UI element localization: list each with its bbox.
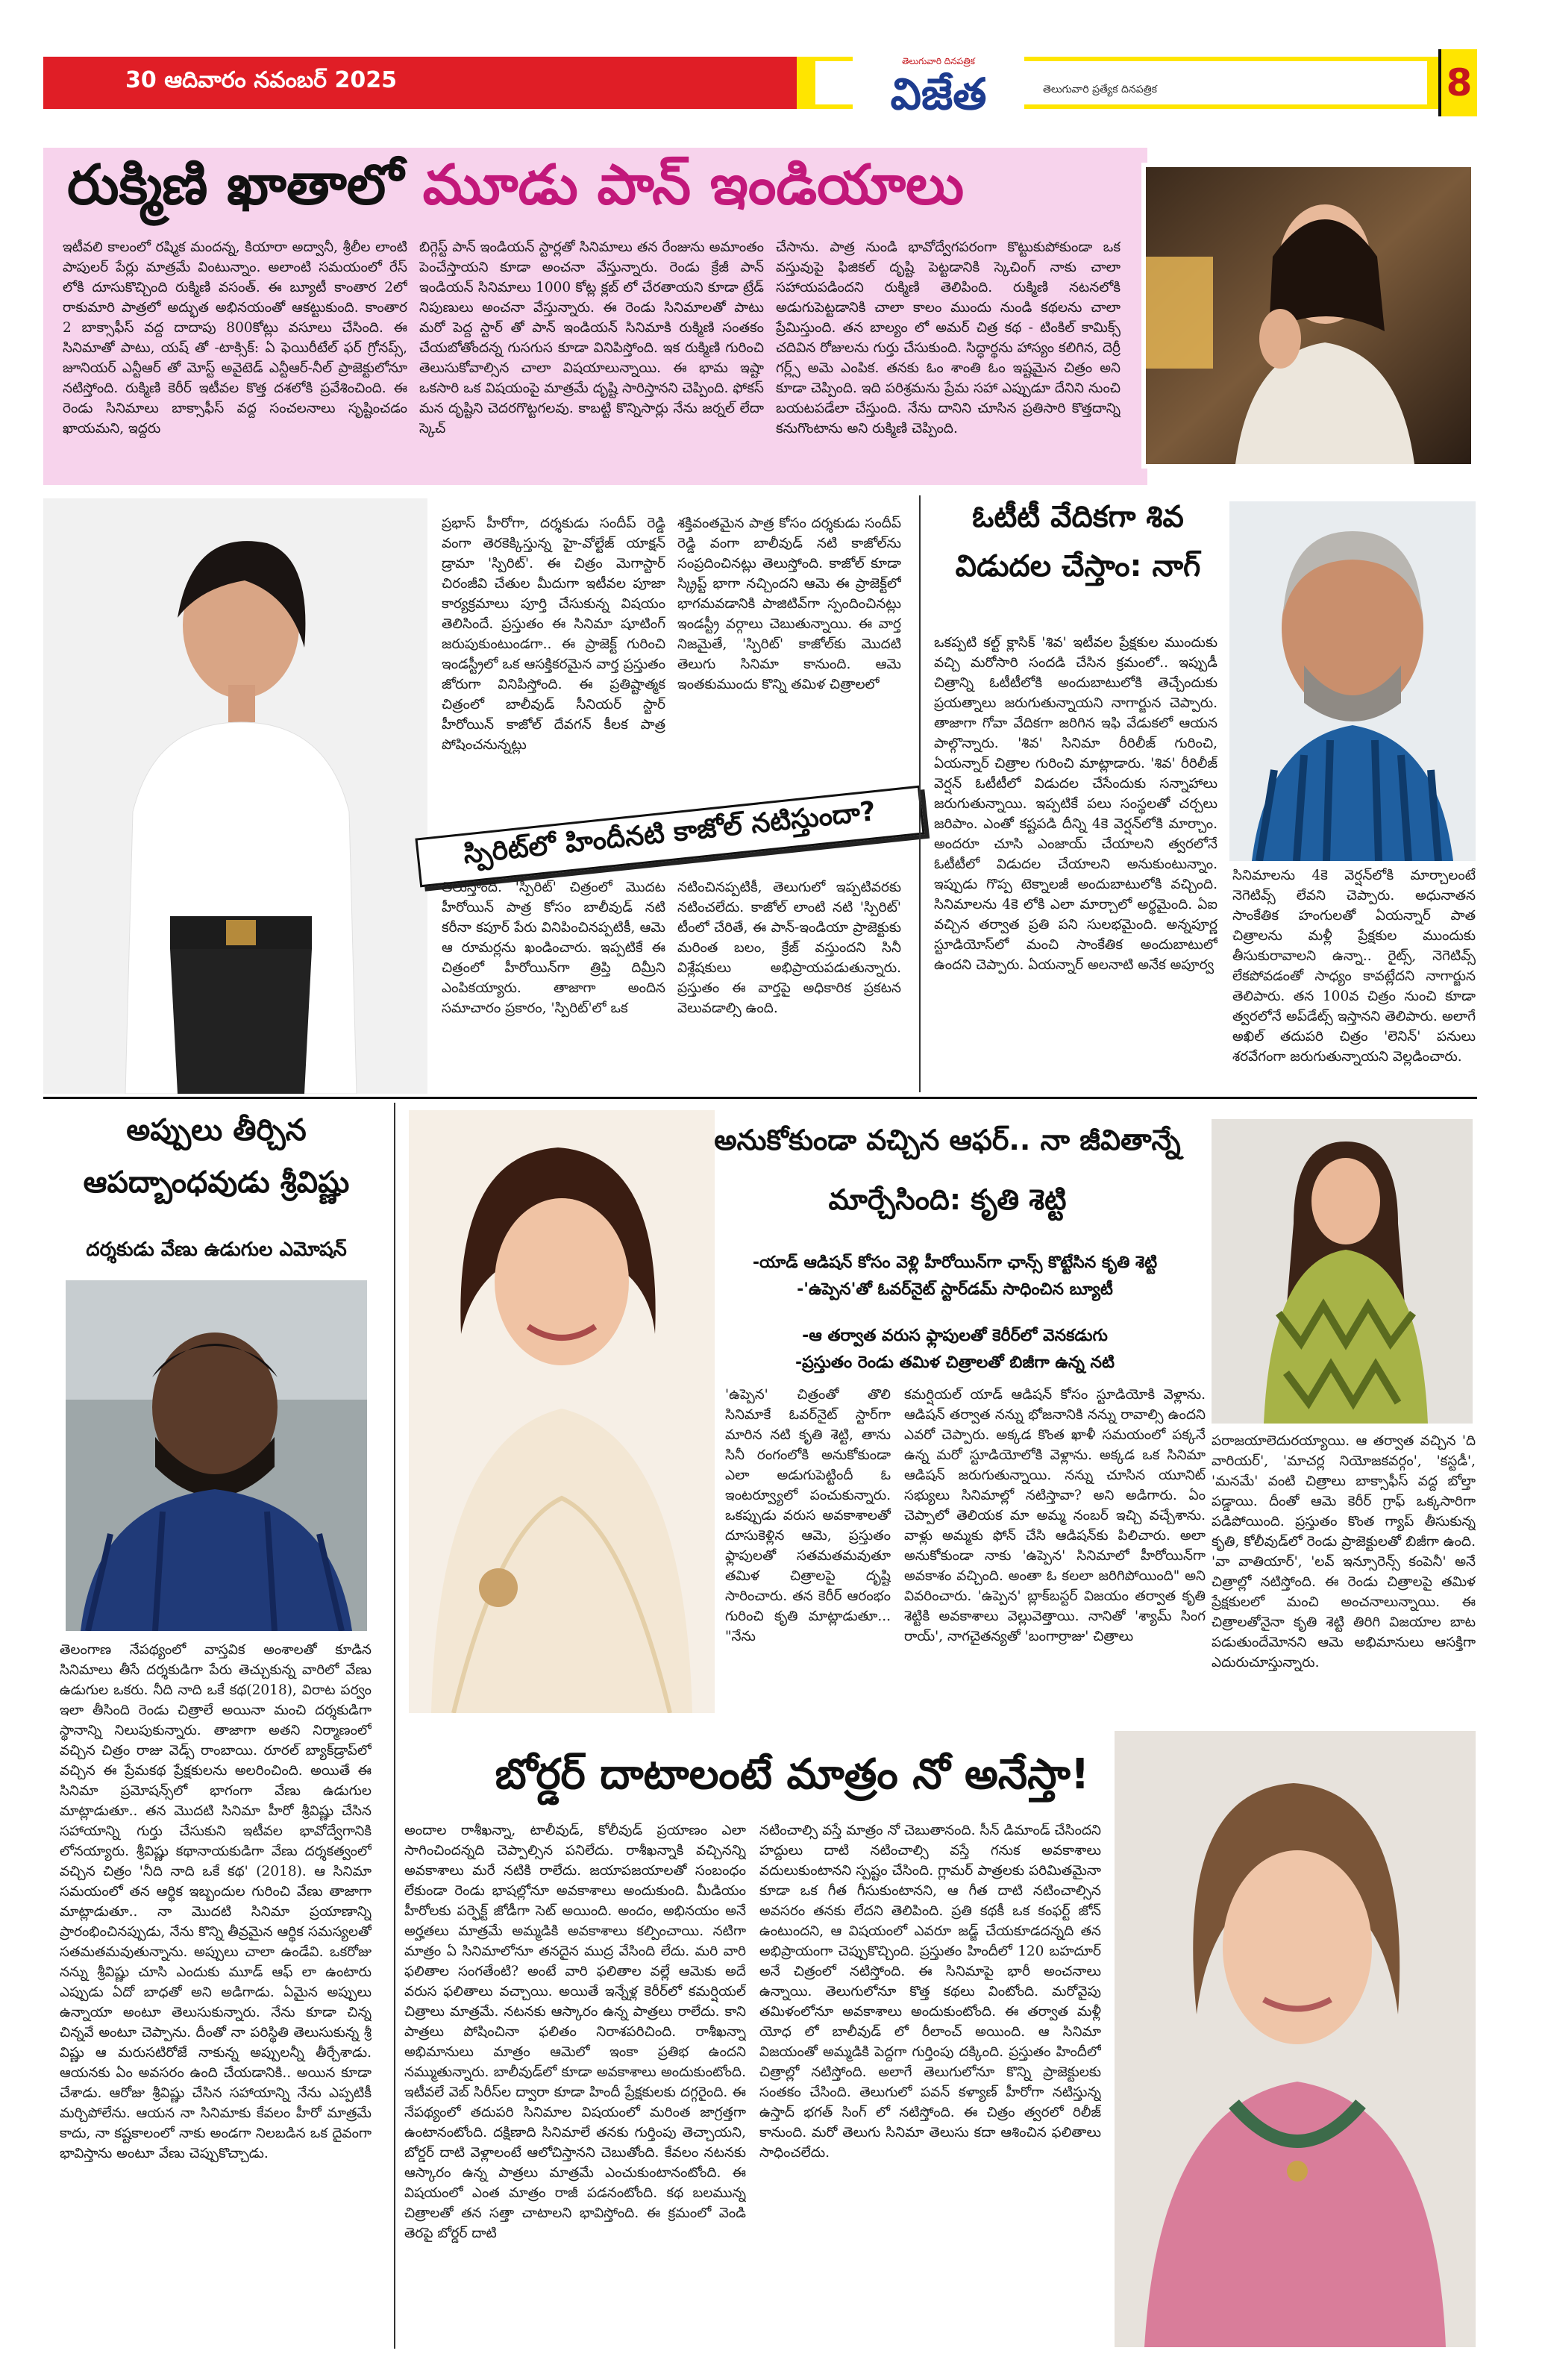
column-divider [394, 1103, 395, 2349]
story-rukmini-column-2: బిగ్గెస్ట్ పాన్ ఇండియన్ స్టార్లతో సినిమాలు తన రేంజును అమాంతం పెంచేస్తాయని కూడా అంచనా వేస్తున్నారు. రెండు క్రేజీ పాన్ ఇండియన్ సినిమాలు 1000 కోట్ల క్లబ్ లో చేరతాయని కూడా ట్రేడ్ నిపుణులు అంచనా వేస్తున్నారు. ఈ రెండు సినిమాలతో పాటు మరో పెద్ద స్టార్ తో పాన్ ఇండియన్ సినిమాకి రుక్మిణి సంతకం చేయబోతోందన్న గుసగుస కూడా వినిపిస్తోంది. ఇక రుక్మిణి గురించి తెలుసుకోవాల్సిన చాలా విషయాలున్నాయి. ఈ భామ ఇష్టా ఒకసారి ఒక విషయంపై మాత్రమే దృష్టి సారిస్తానని చెప్పింది. ఫోకస్ మన దృష్టిని చెదరగొట్టగలవు. కాబట్టి కొన్నిసార్లు నేను జర్నల్ లేదా స్కెచ్ [419, 239, 764, 436]
headline-part-1: రుక్మిణి ఖాతాలో [67, 153, 404, 217]
story-raashii-column-2: నటించాల్సి వస్తే మాత్రం నో చెబుతానంది. సీన్ డిమాండ్ చేసిందని హద్దులు దాటి నటించాల్సి వస్తే గనుక అవకాశాలు వదులుకుంటానని స్పష్టం చేసింది. గ్లామర్ పాత్రలకు పరిమితమైనా కూడా ఒక గీత గీసుకుంటానని, ఆ గీత దాటి నటించాల్సిన అవసరం తనకు లేదని తెలిపింది. ప్రతి కథకీ ఒక కంఫర్ట్ జోన్ ఉంటుందని, ఆ విషయంలో ఎవరూ జడ్జ్ చేయకూడదన్నది తన అభిప్రాయంగా చెప్పుకొచ్చింది. ప్రస్తుతం హిందీలో 120 బహదూర్ అనే చిత్రంలో నటిస్తోంది. ఈ సినిమాపై భారీ అంచనాలు ఉన్నాయి. తెలుగులోనూ కొత్త కథలు వింటోంది. మరోవైపు తమిళంలోనూ అవకాశాలు అందుకుంటోంది. ఈ తర్వాత మళ్లీ యోధ లో బాలీవుడ్ లో రీలాంచ్ అయింది. ఆ సినిమా విజయంతో అమ్మడికి పెద్దగా గుర్తింపు దక్కింది. ప్రస్తుతం హిందీలో చిత్రాల్లో నటిస్తోంది. అలాగే తెలుగులోనూ కొన్ని ప్రాజెక్టులకు సంతకం చేసింది. తెలుగులో పవన్ కళ్యాణ్ హీరోగా నటిస్తున్న ఉస్తాద్ భగత్ సింగ్ లో నటిస్తోంది. ఈ చిత్రం త్వరలో రిలీజ్ కానుంది. మరో తెలుగు సినిమా తెలుసు కదా ఆశించిన ఫలితాలు సాధించలేదు. [759, 1823, 1101, 2161]
rukmini-photo-frame [1141, 163, 1476, 469]
story-kajol-column-2: శక్తివంతమైన పాత్ర కోసం దర్శకుడు సందీప్ రెడ్డి వంగా బాలీవుడ్ నటి కాజోల్‌ను సంప్రదించినట్లు తెలుస్తోంది. కాజోల్ కూడా స్క్రిప్ట్ భాగా నచ్చిందని ఆమె ఈ ప్రాజెక్ట్‌లో భాగమవడానికి పాజిటివ్‌గా స్పందించినట్లు ఇండస్ట్రీ వర్గాలు చెబుతున్నాయి. ఈ వార్త నిజమైతే, 'స్పిరిట్' కాజోల్‌కు మొదటి తెలుగు సినిమా కానుంది. ఆమె ఇంతకుముందు కొన్ని తమిళ చిత్రాలలో [677, 516, 901, 692]
story-vishnu-subhead: దర్శకుడు వేణు ఉడుగుల ఎమోషన్ [86, 1238, 347, 1261]
raashii-khanna-photo [1115, 1731, 1476, 2347]
story-krithi-subline-1: -యాడ్ ఆడిషన్ కోసం వెళ్లి హీరోయిన్‌గా ఛాన్స్ కొట్టేసిన కృతి శెట్టి [752, 1253, 1158, 1272]
masthead-tagline: తెలుగువారి ప్రత్యేక దినపత్రిక [1043, 84, 1157, 95]
rukmini-photo [1146, 167, 1471, 464]
story-raashii-column-1: అందాల రాశీఖన్నా, టాలీవుడ్, కోలీవుడ్ ప్రయాణం ఎలా సాగించిందన్నది చెప్పాల్సిన పనిలేదు. రాశీఖన్నాకి వచ్చినన్ని అవకాశాలు మరే నటికి రాలేదు. జయాపజయాలతో సంబంధం లేకుండా రెండు భాషల్లోనూ అవకాశాలు అందుకుంది. మీడియం హీరోలకు పర్ఫెక్ట్ జోడీగా సెట్ అయింది. అందం, అభినయం అనే అర్హతలు మాత్రమే అమ్మడికి అవకాశాలు కల్పించాయి. నటిగా మాత్రం ఏ సినిమాలోనూ తనదైన ముద్ర వేసింది లేదు. మరి వారి ఫలితాల సంగతేంటి? అంటే వారి ఫలితాల వల్లే ఆమెకు అదే వరుస ఫలితాలు వచ్చాయి. అయితే ఇన్నేళ్ల కెరీర్‌లో కమర్షియల్ చిత్రాలు మాత్రమే. నటనకు ఆస్కారం ఉన్న పాత్రలు రాలేదు. కాని పాత్రలు పోషించినా ఫలితం నిరాశపరిచింది. రాశీఖన్నా అభిమానులు మాత్రం ఆమెలో ఇంకా ప్రతిభ ఉందని నమ్ముతున్నారు. బాలీవుడ్‌లో కూడా అవకాశాలు అందుకుంటోంది. ఇటీవలే వెబ్ సిరీస్‌ల ద్వారా కూడా హిందీ ప్రేక్షకులకు దగ్గరైంది. ఈ నేపథ్యంలో తదుపరి సినిమాల విషయంలో మరింత జాగ్రత్తగా ఉంటానంటోంది. దక్షిణాది సినిమాలే తనకు గుర్తింపు తెచ్చాయని, బోర్డర్ దాటి వెళ్లాలంటే ఆలోచిస్తానని చెబుతోంది. కేవలం నటనకు ఆస్కారం ఉన్న పాత్రలు మాత్రమే ఎంచుకుంటానంటోంది. ఈ విషయంలో ఎంత మాత్రం రాజీ పడనంటోంది. కథ బలమున్న చిత్రాలతో తన సత్తా చాటాలని భావిస్తోంది. ఈ క్రమంలో వెండి తెరపై బోర్డర్ దాటి [404, 1823, 746, 2241]
story-vishnu-body: తెలంగాణ నేపథ్యంలో వాస్తవిక అంశాలతో కూడిన సినిమాలు తీసే దర్శకుడిగా పేరు తెచ్చుకున్న వారిలో వేణు ఉడుగుల ఒకరు. నీది నాది ఒకే కథ(2018), విరాట పర్వం ఇలా తీసింది రెండు చిత్రాలే అయినా మంచి దర్శకుడిగా స్థానాన్ని నిలుపుకున్నారు. తాజాగా అతని నిర్మాణంలో వచ్చిన చిత్రం రాజు వెడ్స్ రాంబాయి. రూరల్ బ్యాక్‌డ్రాప్‌లో వచ్చిన ఈ ప్రేమకథ ప్రేక్షకులను అలరించింది. అయితే ఈ సినిమా ప్రమోషన్స్‌లో భాగంగా వేణు ఉడుగుల మాట్లాడుతూ.. తన మొదటి సినిమా హీరో శ్రీవిష్ణు చేసిన సహాయాన్ని గుర్తు చేసుకుని ఇటీవల భావోద్వేగానికి లోనయ్యారు. శ్రీవిష్ణు కథానాయకుడిగా వేణు దర్శకత్వంలో వచ్చిన చిత్రం 'నీది నాది ఒకే కథ' (2018). ఆ సినిమా సమయంలో తన ఆర్థిక ఇబ్బందుల గురించి వేణు తాజాగా మాట్లాడుతూ.. నా మొదటి సినిమా ప్రయాణాన్ని ప్రారంభించినప్పుడు, నేను కొన్ని తీవ్రమైన ఆర్థిక సమస్యలతో సతమతమవుతున్నాను. అప్పులు చాలా ఉండేవి. ఒకరోజు నన్ను శ్రీవిష్ణు చూసి ఎందుకు మూడ్ ఆఫ్ లా ఉంటారు ఎప్పుడు ఏదో బాధతో అని అడిగాడు. ఏమైన అప్పులు ఉన్నాయా అంటూ తెలుసుకున్నారు. నేను కూడా చిన్న చిన్నవే అంటూ చెప్పాను. దీంతో నా పరిస్థితి తెలుసుకున్న శ్రీ విష్ణు ఆ మరుసటిరోజే నాకున్న అప్పులన్నీ తీర్చేశాడు. ఆయనకు ఏం అవసరం ఉంది చేయడానికి.. అయిన కూడా చేశాడు. ఆరోజు శ్రీవిష్ణు చేసిన సహాయాన్ని నేను ఎప్పటికీ మర్చిపోలేను. ఆయన నా సినిమాకు కేవలం హీరో మాత్రమే కాదు, నా కష్టకాలంలో నాకు అండగా నిలబడిన ఒక దైవంగా భావిస్తాను అంటూ వేణు చెప్పుకొచ్చాడు. [60, 1642, 372, 2161]
newspaper-logo [853, 49, 1024, 121]
story-kajol-column-3: తెలుస్తోంది. 'స్పిరిట్' చిత్రంలో మొదట హీరోయిన్ పాత్ర కోసం బాలీవుడ్ నటి కరీనా కపూర్ పేరు వినిపించినప్పటికీ, ఆమె ఆ రూమర్లను ఖండించారు. ఇప్పటికే ఈ చిత్రంలో హీరోయిన్‌గా త్రిప్తి దిమ్రీని ఎంపికయ్యారు. తాజాగా అందిన సమాచారం ప్రకారం, 'స్పిరిట్'లో ఒక [442, 880, 665, 1016]
story-raashii-headline: బోర్డర్ దాటాలంటే మాత్రం నో అనేస్తా! [495, 1750, 1090, 1799]
issue-date: 30 ఆదివారం నవంబర్ 2025 [125, 67, 398, 93]
story-rukmini-column-1: ఇటీవలి కాలంలో రష్మిక మందన్న, కియారా అద్వానీ, శ్రీలీల లాంటి పాపులర్ పేర్లు మాత్రమే వింటున్నాం. అలాంటి సమయంలో రేస్ లోకి దూసుకొచ్చింది రుక్మిణి వసంత్. ఈ బ్యూటీ కాంతార 2లో రాకుమారి పాత్రలో అద్భుత అభినయంతో ఆకట్టుకుంది. కాంతార 2 బాక్సాఫీస్ వద్ద దాదాపు 800కోట్లు వసూలు చేసింది. ఈ సినిమాతో పాటు, యష్ తో -టాక్సిక్: ఏ ఫెయిరీటేల్ ఫర్ గ్రోనప్స్, జూనియర్ ఎన్టీఆర్ తో మోస్ట్ అవైటెడ్ ఎన్టీఆర్-నీల్ ప్రాజెక్టులోనూ నటిస్తోంది. రుక్మిణి కెరీర్ ఇటీవల కొత్త దశలోకి ప్రవేశించింది. ఈ రెండు సినిమాలు బాక్సాఫీస్ వద్ద సంచలనాలు సృష్టించడం ఖాయమని, ఇద్దరు [63, 239, 407, 436]
krithi-shetty-photo-2 [1212, 1119, 1473, 1424]
logo-wordmark: విజేత [890, 69, 987, 119]
story-krithi-headline: అనుకోకుండా వచ్చిన ఆఫర్.. నా జీవితాన్నే మార్చేసింది: కృతి శెట్టి [714, 1124, 1181, 1216]
story-vishnu-headline: అప్పులు తీర్చిన ఆపద్బాంధవుడు శ్రీవిష్ణు [83, 1113, 350, 1200]
krithi-shetty-photo-1 [409, 1110, 715, 1713]
story-krithi-column-2: కమర్షియల్ యాడ్ ఆడిషన్ కోసం స్టూడియోకి వెళ్లాను. ఆడిషన్ తర్వాత నన్ను భోజనానికి నన్ను రావాల్సి ఉందని ఎవరో చెప్పారు. అక్కడ కొంత ఖాళీ సమయంలో పక్కనే ఉన్న మరో స్టూడియోలోకి వెళ్లాను. అక్కడ ఒక సినిమా ఆడిషన్ జరుగుతున్నాయి. నన్ను చూసిన యూనిట్ సభ్యులు సినిమాల్లో నటిస్తావా? అని అడిగారు. ఏం చెప్పాలో తెలియక మా అమ్మ నంబర్ ఇచ్చి వచ్చేశాను. వాళ్లు అమ్మకు ఫోన్ చేసి ఆడిషన్‌కు పిలిచారు. అలా అనుకోకుండా నాకు 'ఉప్పెన' సినిమాలో హీరోయిన్‌గా అవకాశం వచ్చింది. అంతా ఓ కలలా జరిగిపోయింది" అని వివరించారు. 'ఉప్పెన' బ్లాక్‌బస్టర్ విజయం తర్వాత కృతి శెట్టికి అవకాశాలు వెల్లువెత్తాయి. నానితో 'శ్యామ్ సింగ రాయ్', నాగచైతన్యతో 'బంగార్రాజు' చిత్రాలు [904, 1387, 1206, 1644]
story-kajol-tilted-headline: స్పిరిట్‌లో హిందీనటి కాజోల్ నటిస్తుందా? [415, 786, 924, 888]
story-krithi-subline-2: -'ఉప్పెన'తో ఓవర్‌నైట్ స్టార్‌డమ్ సాధించిన బ్యూటీ [797, 1280, 1113, 1299]
story-nag-headline: ఓటీటీ వేదికగా శివ విడుదల చేస్తాం: నాగ్ [955, 500, 1201, 583]
masthead-red-band [43, 57, 797, 109]
story-krithi-subline-3: -ఆ తర్వాత వరుస ఫ్లాపులతో కెరీర్‌లో వెనకడుగు [802, 1327, 1108, 1345]
story-krithi-column-1: 'ఉప్పెన' చిత్రంతో తొలి సినిమాకే ఓవర్‌నైట్ స్టార్‌గా మారిన నటి కృతి శెట్టి, తాను సినీ రంగంలోకి అనుకోకుండా ఎలా అడుగుపెట్టిందీ ఓ ఇంటర్వ్యూలో పంచుకున్నారు. ఒకప్పుడు వరుస అవకాశాలతో దూసుకెళ్లిన ఆమె, ప్రస్తుతం ఫ్లాపులతో సతమతమవుతూ తమిళ చిత్రాలపై దృష్టి సారించారు. తన కెరీర్ ఆరంభం గురించి కృతి మాట్లాడుతూ... "నేను [725, 1387, 891, 1644]
story-krithi-subline-4: -ప్రస్తుతం రెండు తమిళ చిత్రాలతో బిజీగా ఉన్న నటి [795, 1353, 1115, 1372]
logo-top-line: తెలుగువారి దినపత్రిక [902, 56, 975, 66]
story-rukmini-column-3: చేసాను. పాత్ర నుండి భావోద్వేగపరంగా కొట్టుకుపోకుండా ఒక వస్తువుపై ఫిజికల్ దృష్టి పెట్టడానికి స్కెచింగ్ నాకు చాలా సహాయపడిందని రుక్మిణి తెలిపింది. రుక్మిణి నటనలోకి అడుగుపెట్టడానికి చాలా కాలం ముందు నుండి కథలను చాలా ప్రేమిస్తుంది. తన బాల్యం లో అమర్ చిత్ర కథ - టింకిల్ కామిక్స్ చదివిన రోజులను గుర్తు చేసుకుంది. సిద్ధార్థను హాస్యం కలిగిన, దెర్రీ గర్ల్స్ అమె ఎంపిక. తనకు ఓం శాంతి ఓం ఇష్టమైన చిత్రం అని కూడా చెప్పింది. ఇది పరిశ్రమను ప్రేమ సహా ఎప్పుడూ దేనిని నుంచి బయటపడేలా చేస్తుంది. నేను దానిని చూసిన ప్రతిసారి కొత్తదాన్ని కనుగొంటాను అని రుక్మిణి చెప్పింది. [776, 239, 1121, 436]
story-nag-column-2: సినిమాలను 4కె వెర్షన్‌లోకి మార్చాలంటే నెగెటివ్స్ లేవని చెప్పారు. అధునాతన సాంకేతిక హంగులతో ఏయన్నార్ పాత చిత్రాలను మళ్లీ ప్రేక్షకుల ముందుకు తీసుకురావాలని ఉన్నా.. రైట్స్, నెగెటివ్స్ లేకపోవడంతో సాధ్యం కావట్లేదని నాగార్జున తెలిపారు. తన 100వ చిత్రం నుంచి కూడా త్వరలోనే అప్‌డేట్స్ ఇస్తానని తెలిపారు. అలాగే అఖిల్ తదుపరి చిత్రం 'లెనిన్' పనులు శరవేగంగా జరుగుతున్నాయని వెల్లడించారు. [1232, 868, 1476, 1065]
story-rukmini-headline [67, 153, 964, 231]
column-divider [919, 495, 921, 1092]
story-kajol-column-4: నటించినప్పటికీ, తెలుగులో ఇప్పటివరకు నటించలేదు. కాజోల్ లాంటి నటి 'స్పిరిట్' టీంలో చేరితే, ఈ పాన్-ఇండియా ప్రాజెక్టుకు మరింత బలం, క్రేజ్ వస్తుందని సినీ విశ్లేషకులు అభిప్రాయపడుతున్నారు. ప్రస్తుతం ఈ వార్తపై అధికారిక ప్రకటన వెలువడాల్సి ఉంది. [677, 880, 901, 1016]
nagarjuna-photo [1229, 501, 1476, 861]
section-divider [43, 1097, 1477, 1099]
story-kajol-column-1: ప్రభాస్ హీరోగా, దర్శకుడు సందీప్ రెడ్డి వంగా తెరకెక్కిస్తున్న హై-వోల్టేజ్ యాక్షన్ డ్రామా 'స్పిరిట్'. ఈ చిత్రం మెగాస్టార్ చిరంజీవి చేతుల మీదుగా ఇటీవల పూజా కార్యక్రమాలు పూర్తి చేసుకున్న విషయం తెలిసిందే. ప్రస్తుతం ఈ సినిమా షూటింగ్ జరుపుకుంటుండగా.. ఈ ప్రాజెక్ట్ గురించి ఇండస్ట్రీలో ఒక ఆసక్తికరమైన వార్త ప్రస్తుతం జోరుగా వినిపిస్తోంది. ఈ ప్రతిష్టాత్మక చిత్రంలో బాలీవుడ్ సీనియర్ స్టార్ హీరోయిన్ కాజోల్ దేవగన్ కీలక పాత్ర పోషించనున్నట్లు [442, 516, 665, 753]
story-nag-column-1: ఒకప్పటి కల్ట్ క్లాసిక్ 'శివ' ఇటీవల ప్రేక్షకుల ముందుకు వచ్చి మరోసారి సందడి చేసిన క్రమంలో.. ఇప్పుడీ చిత్రాన్ని ఓటీటీలోకి అందుబాటులోకి తెచ్చేందుకు ప్రయత్నాలు జరుగుతున్నాయని నాగార్జున చెప్పారు. తాజాగా గోవా వేదికగా జరిగిన ఇఫి వేడుకలో ఆయన పాల్గొన్నారు. 'శివ' సినిమా రీరిలీజ్ గురించి, ఏయన్నార్ చిత్రాల గురించి మాట్లాడారు. 'శివ' రీరిలీజ్ వెర్షన్ ఓటీటీలో విడుదల చేసేందుకు సన్నాహాలు జరుగుతున్నాయి. ఇప్పటికే పలు సంస్థలతో చర్చలు జరిపాం. ఎంతో కష్టపడి దీన్ని 4కె వెర్షన్‌లోకి మార్చాం. అందరూ చూసి ఎంజాయ్ చేయాలని త్వరలోనే ఓటీటీలో విడుదల చేయాలని అనుకుంటున్నాం. ఇప్పుడు గొప్ప టెక్నాలజీ అందుబాటులోకి వచ్చింది. సినిమాలను 4కె లోకి ఎలా మార్చాలో అర్థమైంది. ఏఐ వచ్చిన తర్వాత ప్రతి పని సులభమైంది. అన్నపూర్ణ స్టూడియోస్‌లో మంచి సాంకేతిక అందుబాటులో ఉందని చెప్పారు. ఏయన్నార్ అలనాటి అనేక అపూర్వ [934, 635, 1217, 973]
kajol-photo [43, 498, 427, 1094]
headline-part-2: మూడు పాన్ ఇండియాలు [422, 153, 965, 217]
masthead [43, 49, 1477, 124]
page-number-box [1438, 49, 1477, 116]
page-number: 8 [1446, 61, 1473, 104]
venu-udugula-photo [66, 1280, 367, 1631]
story-krithi-column-3: పరాజయాలెదురయ్యాయి. ఆ తర్వాత వచ్చిన 'ది వారియర్', 'మాచర్ల నియోజకవర్గం', 'కస్టడీ', 'మనమే' వంటి చిత్రాలు బాక్సాఫీస్ వద్ద బోల్తా పడ్డాయి. దీంతో ఆమె కెరీర్ గ్రాఫ్ ఒక్కసారిగా పడిపోయింది. ప్రస్తుతం కొంత గ్యాప్ తీసుకున్న కృతి, కోలీవుడ్‌లో రెండు ప్రాజెక్టులతో బిజీగా ఉంది. 'వా వాతియార్', 'లవ్ ఇన్సూరెన్స్ కంపెనీ' అనే చిత్రాల్లో నటిస్తోంది. ఈ రెండు చిత్రాలపై తమిళ ప్రేక్షకులలో మంచి అంచనాలున్నాయి. ఈ చిత్రాలతోనైనా కృతి శెట్టి తిరిగి విజయాల బాట పడుతుందేమోనని ఆమె అభిమానులు ఆసక్తిగా ఎదురుచూస్తున్నారు. [1212, 1433, 1476, 1670]
